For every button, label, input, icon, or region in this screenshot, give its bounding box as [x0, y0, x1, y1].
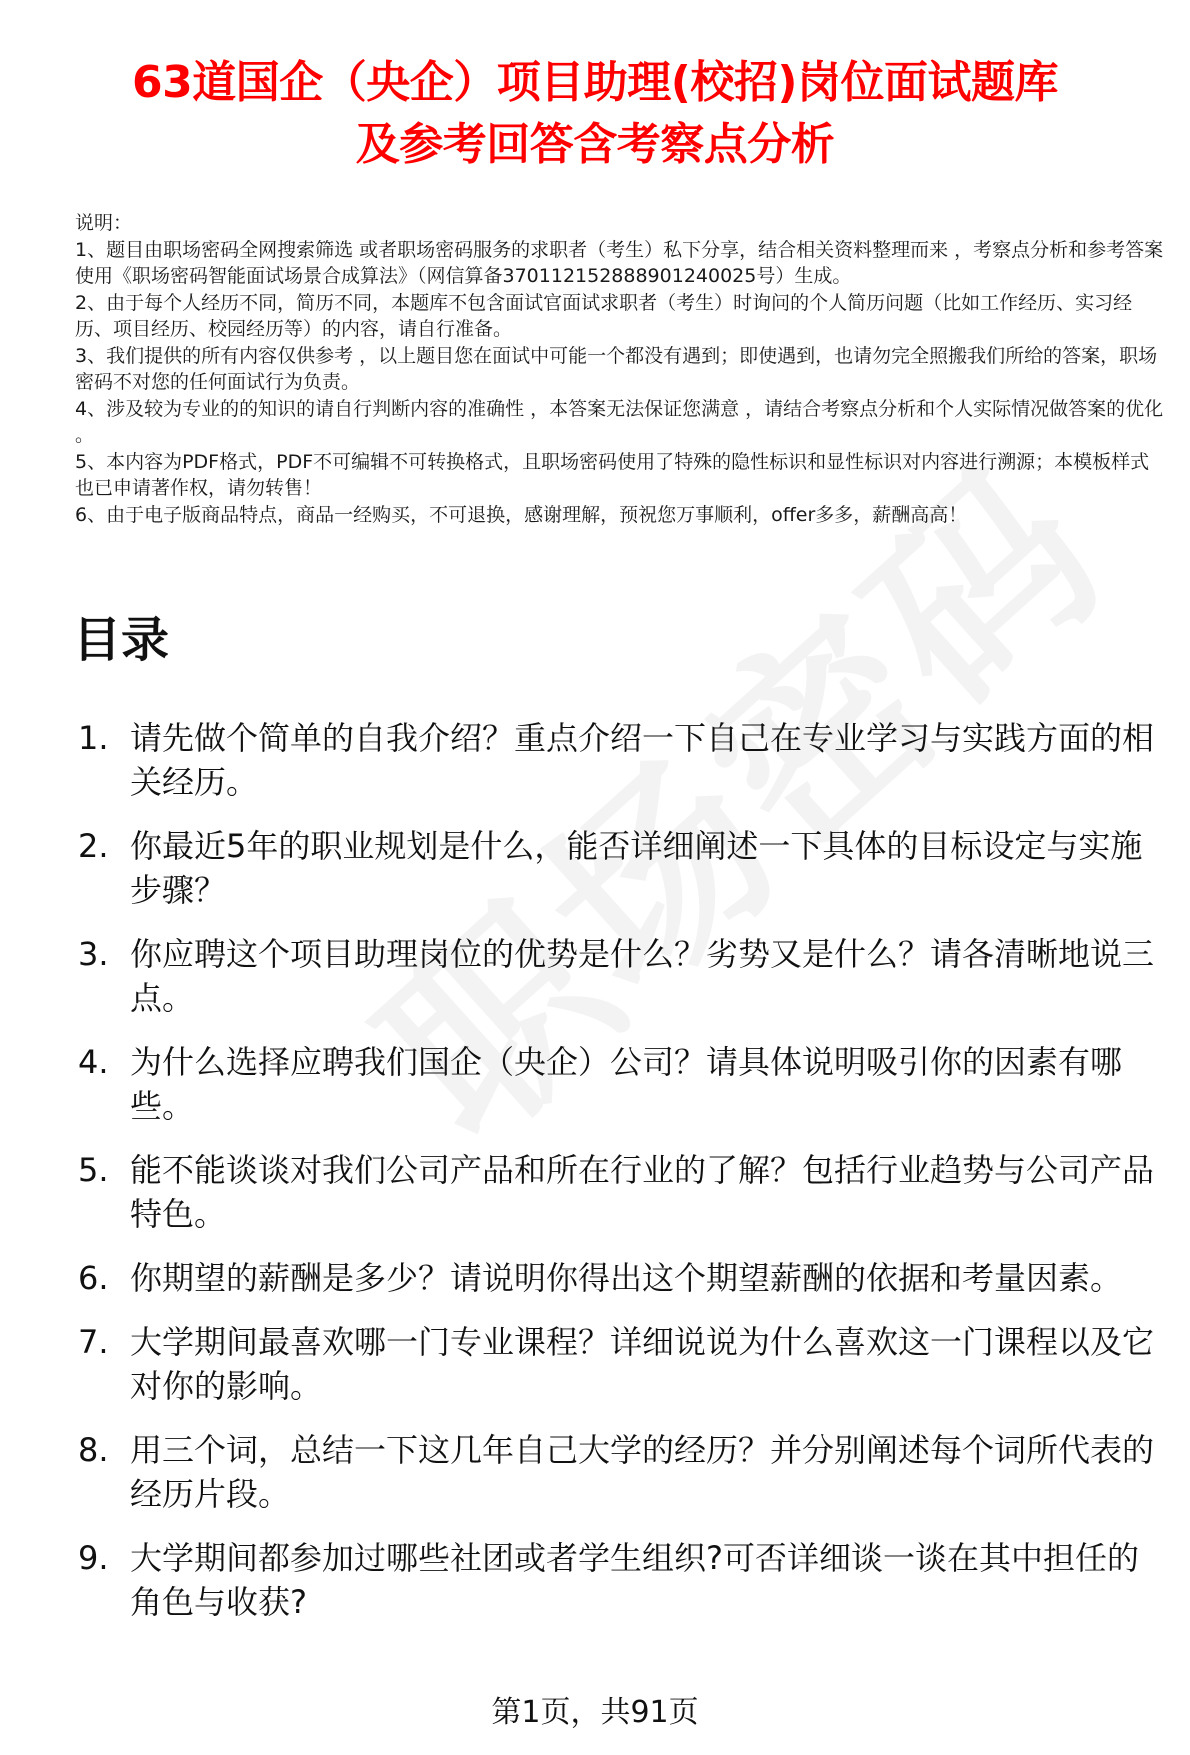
- title-line-1: 63道国企（央企）项目助理(校招)岗位面试题库: [132, 57, 1058, 108]
- toc-item-text: 为什么选择应聘我们国企（央企）公司？请具体说明吸引你的因素有哪些。: [130, 1043, 1123, 1125]
- toc-item-text: 用三个词，总结一下这几年自己大学的经历？并分别阐述每个词所代表的经历片段。: [130, 1431, 1155, 1513]
- note-item: 1、题目由职场密码全网搜索筛选 或者职场密码服务的求职者（考生）私下分享，结合相关资料整理而来 ，考察点分析和参考答案使用《职场密码智能面试场景合成算法》（网信算备370112152888901240025号）生成。: [75, 238, 1164, 287]
- toc-heading: 目录: [73, 612, 170, 668]
- toc-item[interactable]: [78, 1256, 1168, 1300]
- title-line-2: 及参考回答含考察点分析: [355, 119, 835, 170]
- toc-item[interactable]: [78, 932, 1168, 1020]
- notes-label: 说明：: [75, 212, 133, 234]
- page-footer: 第1页，共91页: [491, 1695, 699, 1730]
- toc-item-number: 8.: [78, 1431, 109, 1469]
- toc-item-text: 能不能谈谈对我们公司产品和所在行业的了解？包括行业趋势与公司产品特色。: [130, 1151, 1155, 1233]
- toc-item[interactable]: [78, 1536, 1168, 1624]
- toc-item-number: 3.: [78, 935, 109, 973]
- note-item: 2、由于每个人经历不同，简历不同，本题库不包含面试官面试求职者（考生）时询问的个人简历问题（比如工作经历、实习经历、项目经历、校园经历等）的内容，请自行准备。: [75, 291, 1133, 340]
- toc-item[interactable]: [78, 1320, 1168, 1408]
- toc-item-text: 你应聘这个项目助理岗位的优势是什么？劣势又是什么？请各清晰地说三点。: [130, 935, 1155, 1017]
- notes-section: [75, 210, 1165, 528]
- toc-item-number: 6.: [78, 1259, 109, 1297]
- document-title: [40, 52, 1150, 176]
- toc-item-number: 2.: [78, 827, 109, 865]
- toc-item[interactable]: [78, 1148, 1168, 1236]
- toc-item[interactable]: [78, 824, 1168, 912]
- toc-item-text: 你最近5年的职业规划是什么，能否详细阐述一下具体的目标设定与实施步骤？: [130, 827, 1143, 909]
- toc-item-text: 大学期间都参加过哪些社团或者学生组织?可否详细谈一谈在其中担任的角色与收获?: [130, 1539, 1139, 1621]
- toc-item-text: 大学期间最喜欢哪一门专业课程？详细说说为什么喜欢这一门课程以及它对你的影响。: [130, 1323, 1155, 1405]
- note-item: 5、本内容为PDF格式，PDF不可编辑不可转换格式，且职场密码使用了特殊的隐性标识和显性标识对内容进行溯源；本模板样式也已申请著作权，请勿转售！: [75, 450, 1150, 499]
- toc-item-number: 9.: [78, 1539, 109, 1577]
- toc-item[interactable]: [78, 1040, 1168, 1128]
- toc-item-number: 5.: [78, 1151, 109, 1189]
- toc-item-number: 4.: [78, 1043, 109, 1081]
- toc-item[interactable]: [78, 716, 1168, 804]
- note-item: 4、涉及较为专业的的知识的请自行判断内容的准确性 ，本答案无法保证您满意 ，请结合考察点分析和个人实际情况做答案的优化 。: [75, 397, 1164, 446]
- toc-list: [78, 716, 1168, 1644]
- toc-item[interactable]: [78, 1428, 1168, 1516]
- note-item: 3、我们提供的所有内容仅供参考 ，以上题目您在面试中可能一个都没有遇到；即使遇到，也请勿完全照搬我们所给的答案，职场密码不对您的任何面试行为负责。: [75, 344, 1158, 393]
- note-item: 6、由于电子版商品特点，商品一经购买，不可退换，感谢理解，预祝您万事顺利，offer多多，薪酬高高！: [75, 503, 968, 526]
- toc-item-number: 1.: [78, 719, 109, 757]
- toc-item-number: 7.: [78, 1323, 109, 1361]
- toc-item-text: 你期望的薪酬是多少？请说明你得出这个期望薪酬的依据和考量因素。: [130, 1259, 1123, 1297]
- toc-item-text: 请先做个简单的自我介绍？重点介绍一下自己在专业学习与实践方面的相关经历。: [130, 719, 1155, 801]
